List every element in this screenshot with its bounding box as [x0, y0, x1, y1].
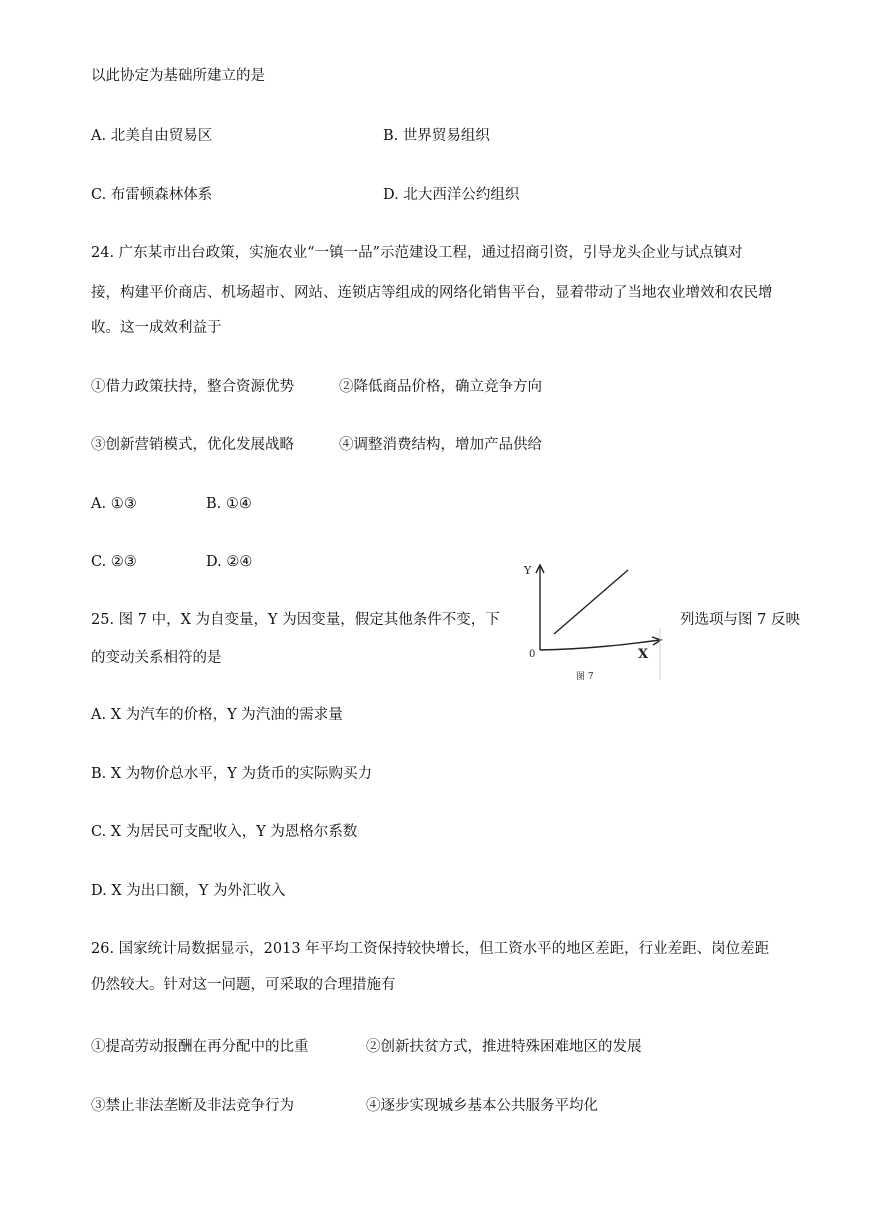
q25-option-a: A. X 为汽车的价格，Y 为汽油的需求量 [91, 707, 343, 723]
q26-item-3: ③禁止非法垄断及非法竞争行为 [91, 1098, 294, 1114]
figure-7-chart [520, 558, 670, 686]
q24-item-2: ②降低商品价格，确立竞争方向 [339, 379, 542, 395]
q24-stem-line-1: 24. 广东某市出台政策，实施农业“一镇一品”示范建设工程，通过招商引资，引导龙头企业与试点镇对 [91, 245, 743, 261]
q24-item-4: ④调整消费结构，增加产品供给 [339, 437, 542, 453]
q23-option-d: D. 北大西洋公约组织 [383, 187, 520, 203]
q26-stem-line-1: 26. 国家统计局数据显示，2013 年平均工资保持较快增长，但工资水平的地区差距，行业差距、岗位差距 [91, 941, 770, 957]
series-line [554, 570, 628, 634]
origin-label: 0 [529, 649, 536, 660]
q25-stem-line-2: 的变动关系相符的是 [91, 650, 222, 666]
q23-option-c: C. 布雷顿森林体系 [91, 187, 213, 203]
q26-item-4: ④逐步实现城乡基本公共服务平均化 [366, 1098, 598, 1114]
q26-item-1: ①提高劳动报酬在再分配中的比重 [91, 1039, 309, 1055]
q24-stem-line-2: 接，构建平价商店、机场超市、网站、连锁店等组成的网络化销售平台，显着带动了当地农业增效和农民增 [91, 285, 773, 301]
q23-stem-tail: 以此协定为基础所建立的是 [91, 68, 265, 84]
q25-option-b: B. X 为物价总水平，Y 为货币的实际购买力 [91, 766, 372, 782]
q25-option-d: D. X 为出口额，Y 为外汇收入 [91, 883, 286, 899]
q23-option-b: B. 世界贸易组织 [383, 128, 490, 144]
q24-stem-line-3: 收。这一成效利益于 [91, 320, 222, 336]
q24-option-b: B. ①④ [206, 496, 252, 512]
q24-item-3: ③创新营销模式，优化发展战略 [91, 437, 294, 453]
q24-item-1: ①借力政策扶持，整合资源优势 [91, 379, 294, 395]
q25-stem-right: 列选项与图 7 反映 [680, 612, 800, 628]
y-axis-label: Y [524, 564, 532, 577]
q25-stem-left: 25. 图 7 中，X 为自变量，Y 为因变量，假定其他条件不变，下 [91, 612, 500, 628]
figure-caption: 图 7 [576, 672, 594, 682]
figure-7-svg [520, 558, 670, 686]
q23-option-a: A. 北美自由贸易区 [91, 128, 213, 144]
q25-option-c: C. X 为居民可支配收入，Y 为恩格尔系数 [91, 824, 358, 840]
q24-option-a: A. ①③ [91, 496, 137, 512]
x-axis-label: X [638, 647, 649, 662]
q24-option-c: C. ②③ [91, 554, 137, 570]
q24-option-d: D. ②④ [206, 554, 253, 570]
q26-item-2: ②创新扶贫方式，推进特殊困难地区的发展 [366, 1039, 642, 1055]
q26-stem-line-2: 仍然较大。针对这一问题，可采取的合理措施有 [91, 977, 396, 993]
